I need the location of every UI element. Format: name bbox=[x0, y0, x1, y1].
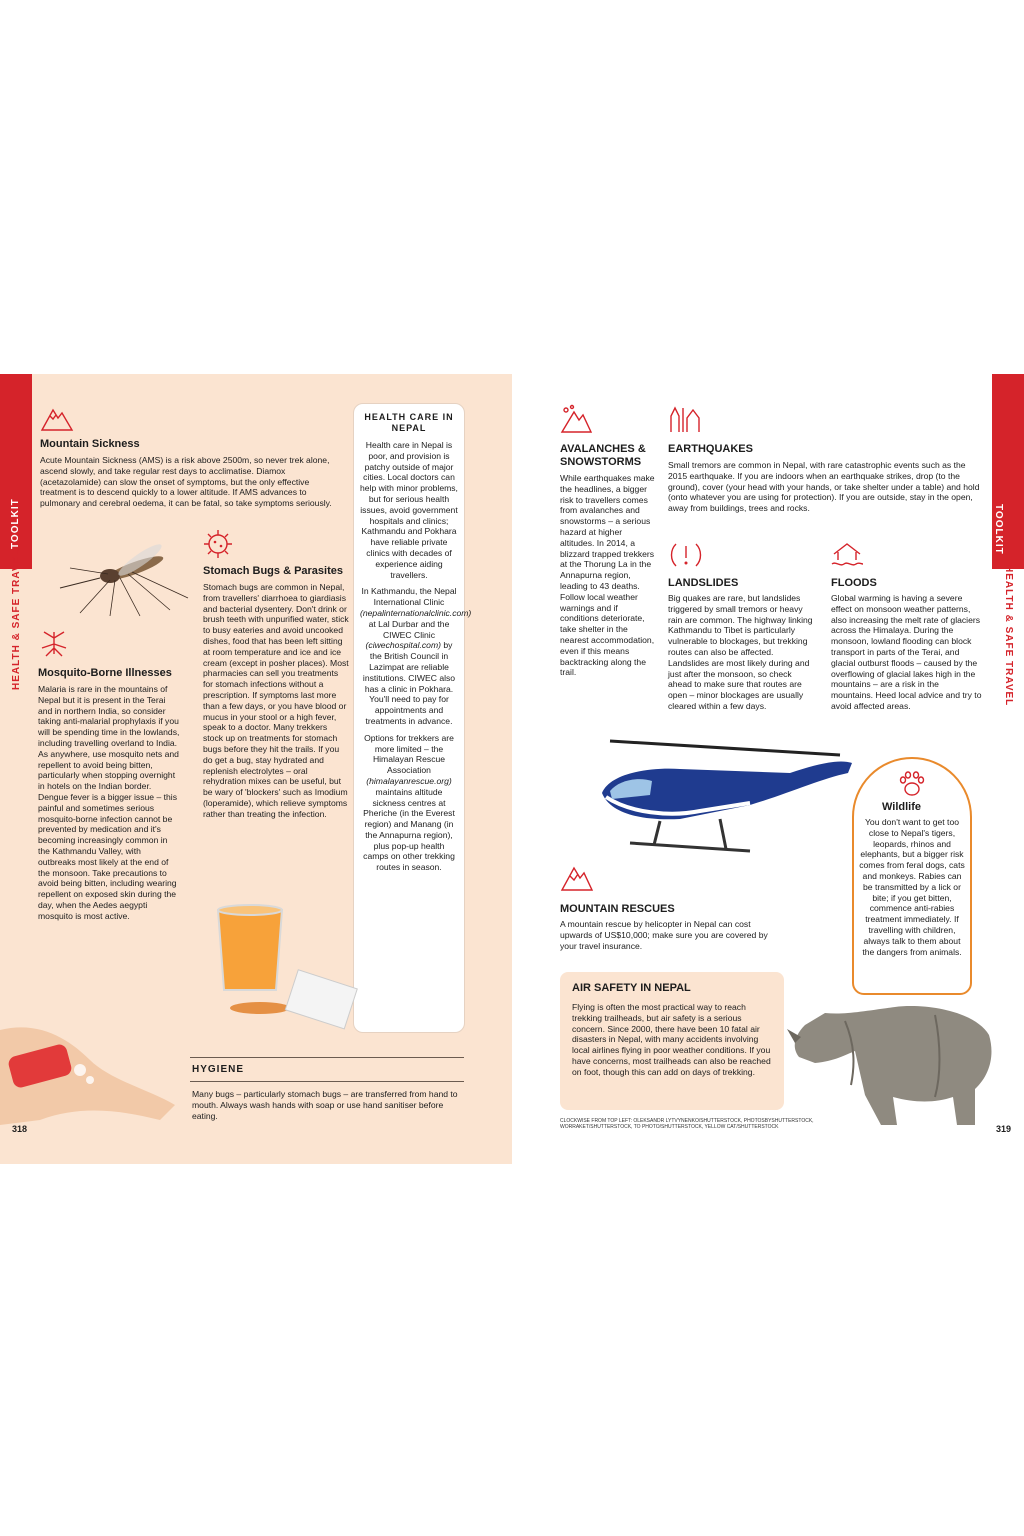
landslides-body: Big quakes are rare, but landslides triggered by small tremors or heavy rain are common. The highway linking Kathmandu to Tibet is particularly vulnerable to blockages, but trekking routes can also be affected. Landslides are most likely during and just after the monsoon, so check ahead to make sure that routes are open – minor blockages are usually cleared within a few days. bbox=[668, 593, 813, 711]
paw-icon bbox=[897, 769, 927, 799]
rehydration-drink-image bbox=[210, 900, 370, 1030]
left-tab-section-label: HEALTH & SAFE TRAVEL bbox=[11, 548, 22, 690]
mountain-rescue-icon bbox=[560, 862, 594, 892]
hygiene-title: HYGIENE bbox=[192, 1064, 245, 1075]
health-care-p3 bbox=[360, 733, 458, 873]
left-tab-toolkit-label: TOOLKIT bbox=[10, 498, 21, 549]
left-page-number: 318 bbox=[12, 1124, 28, 1134]
air-safety-box bbox=[560, 972, 784, 1110]
health-care-p2c: by the British Council in Lazimpat are reliable institutions. CIWEC also has a clinic in Pokhara. You'll need to pay for appointments and treatments in advance. bbox=[362, 640, 456, 726]
earthquake-icon bbox=[667, 404, 701, 434]
health-care-p3b: maintains altitude sickness centres at Pheriche (in the Everest region) and Manang (in the Annapurna region), plus pop-up health camps on other trekking routes in season. bbox=[363, 786, 455, 873]
avalanche-icon bbox=[560, 404, 592, 434]
mountain-sickness-body: Acute Mountain Sickness (AMS) is a risk above 2500m, so never trek alone, ascend slowly, and take regular rest days to acclimatise. Diamox (acetazolamide) can slow the onset of symptoms, but the only effective treatment is to descend quickly to a lower altitude. If AMS advances to pulmonary and cerebral oedema, it can be fatal, so take symptoms seriously. bbox=[40, 455, 332, 509]
photo-credits: CLOCKWISE FROM TOP LEFT: OLEKSANDR LYTVYNENKO/SHUTTERSTOCK, PHOTOSBYSHUTTERSTOCK, WORRAKET/SHUTTERSTOCK, TO PHOTO/SHUTTERSTOCK, YELLOW CAT/SHUTTERSTOCK bbox=[560, 1118, 814, 1130]
landslide-icon bbox=[668, 540, 704, 570]
earthquakes-body: Small tremors are common in Nepal, with rare catastrophic events such as the 2015 earthquake. If you are indoors when an earthquake strikes, drop (to the ground), cover (your head with your hands, or take shelter under a table) and hold (onto whatever you are using for protection). If you are outside, stay in the open, away from buildings, trees and rocks. bbox=[668, 460, 980, 514]
health-care-p1: Health care in Nepal is poor, and provision is patchy outside of major cities. Local doctors can help with minor problems, but for serious health issues, avoid government hospitals and clinics; Kathmandu and Pokhara have reliable private clinics with decades of experience aiding travellers. bbox=[360, 440, 458, 580]
rescues-body: A mountain rescue by helicopter in Nepal can cost upwards of US$10,000; make sure you are covered by your travel insurance. bbox=[560, 919, 768, 951]
landslides-title: LANDSLIDES bbox=[668, 577, 739, 589]
floods-body: Global warming is having a severe effect on monsoon weather patterns, also increasing the melt rate of glaciers across the Himalaya. During the monsoon, lowland flooding can block transport in parts of the Terai, and glacial outburst floods – caused by the overflowing of glacial lakes high in the mountains – are a risk in the mountains. Heed local advice and try to avoid affected areas. bbox=[831, 593, 982, 711]
flood-icon bbox=[830, 540, 864, 570]
floods-title: FLOODS bbox=[831, 577, 877, 589]
left-tab-toolkit bbox=[0, 374, 32, 569]
air-safety-body: Flying is often the most practical way to reach trekking trailheads, but air safety is a serious concern. Since 2000, there have been 10 fatal air disasters in Nepal, with many accidents involving local airlines flying in poor weather conditions. If you have concerns, most trailheads can also be reached on foot, though this can add on days of trekking. bbox=[572, 1002, 771, 1077]
earthquakes-title: EARTHQUAKES bbox=[668, 443, 753, 455]
right-page-number: 319 bbox=[996, 1124, 1012, 1134]
avalanches-body: While earthquakes make the headlines, a bigger risk to travellers comes from avalanches and snowstorms – a serious hazard at higher altitudes. In 2014, a blizzard trapped trekkers at the Thorung La in the Annapurna region, leading to 43 deaths. Follow local weather warnings and if conditions deteriorate, take shelter in the nearest accommodation, even if this means backtracking along the trail. bbox=[560, 473, 655, 678]
avalanches-title: AVALANCHES & SNOWSTORMS bbox=[560, 443, 646, 468]
right-tab-section-label: HEALTH & SAFE TRAVEL bbox=[1003, 565, 1014, 707]
health-care-title: HEALTH CARE IN NEPAL bbox=[364, 412, 454, 433]
stomach-body: Stomach bugs are common in Nepal, from travellers' diarrhoea to giardiasis and bacterial dysentery. Don't drink or brush teeth with unpurified water, stick to busy eateries and avoid uncooked dishes, food that has been left sitting at room temperature and ice and ice cream (except in posher places). Most pharmacies can sell you treatments for stomach infections without a prescription. If symptoms last more than a few days, or you have blood or mucus in your stool or a high fever, speak to a doctor. Many trekkers stock up on treatments for stomach bugs before they hit the trails. If you do get a bug, stay hydrated and replenish electrolytes – oral rehydration mixes can be useful, but be wary of 'blockers' such as Imodium (loperamide), which relieve symptoms rather than treating the infection. bbox=[203, 582, 349, 819]
rhino-image bbox=[785, 985, 1000, 1135]
mountain-sickness-title: Mountain Sickness bbox=[40, 438, 140, 450]
wildlife-title: Wildlife bbox=[882, 801, 922, 813]
right-tab-toolkit bbox=[992, 374, 1024, 569]
wildlife-body: You don't want to get too close to Nepal's tigers, leopards, rhinos and elephants, but a bigger risk comes from feral dogs, cats and monkeys. Rabies can be transmitted by a lick or bite; if you get bitten, commence anti-rabies treatment immediately. If travelling with children, always talk to them about the dangers from animals. bbox=[859, 817, 965, 957]
health-care-p3a: Options for trekkers are more limited – the Himalayan Rescue Association bbox=[364, 732, 454, 776]
helicopter-image bbox=[590, 733, 860, 873]
virus-icon bbox=[202, 528, 234, 560]
mosquito-icon bbox=[38, 628, 70, 658]
wildlife-callout bbox=[852, 757, 972, 995]
mosquito-title: Mosquito-Borne Illnesses bbox=[38, 667, 172, 679]
hygiene-body: Many bugs – particularly stomach bugs – are transferred from hand to mouth. Always wash hands with soap or use hand sanitiser before eating. bbox=[192, 1089, 458, 1121]
mountain-icon bbox=[40, 404, 74, 432]
mosquito-body: Malaria is rare in the mountains of Nepal but it is present in the Terai and in northern India, so consider taking anti-malarial prophylaxis if you will be spending time in the lowlands, including travelling overland to India. As anywhere, use mosquito nets and repellent to avoid being bitten, particularly when stopping overnight in hotels on the Indian border. Dengue fever is a bigger issue – this painful and sometimes serious mosquito-borne infection cannot be prevented by medication and it's becoming increasingly common in the Kathmandu Valley, with outbreaks most likely at the end of the monsoon. Take precautions to avoid being bitten, including wearing repellent on exposed skin during the day, when the Aedes aegypti mosquito is most active. bbox=[38, 684, 180, 921]
health-care-p2b: at Lal Durbar and the CIWEC Clinic bbox=[368, 618, 450, 640]
rescues-title: MOUNTAIN RESCUES bbox=[560, 903, 675, 915]
soap-hands-image bbox=[0, 1010, 180, 1130]
stomach-title: Stomach Bugs & Parasites bbox=[203, 565, 343, 577]
hygiene-top-rule bbox=[190, 1057, 464, 1058]
air-safety-title: AIR SAFETY IN NEPAL bbox=[572, 982, 691, 994]
hygiene-bottom-rule bbox=[190, 1081, 464, 1082]
himalayan-rescue-link[interactable]: (himalayanrescue.org) bbox=[366, 775, 452, 786]
nepal-clinic-link[interactable]: (nepalinternationalclinic.com) bbox=[360, 607, 472, 618]
ciwec-link[interactable]: (ciwechospital.com) bbox=[365, 640, 441, 651]
health-care-p2a: In Kathmandu, the Nepal International Clinic bbox=[361, 586, 457, 608]
mosquito-image bbox=[40, 538, 190, 618]
health-care-p2 bbox=[360, 586, 472, 726]
right-tab-toolkit-label: TOOLKIT bbox=[993, 504, 1004, 555]
